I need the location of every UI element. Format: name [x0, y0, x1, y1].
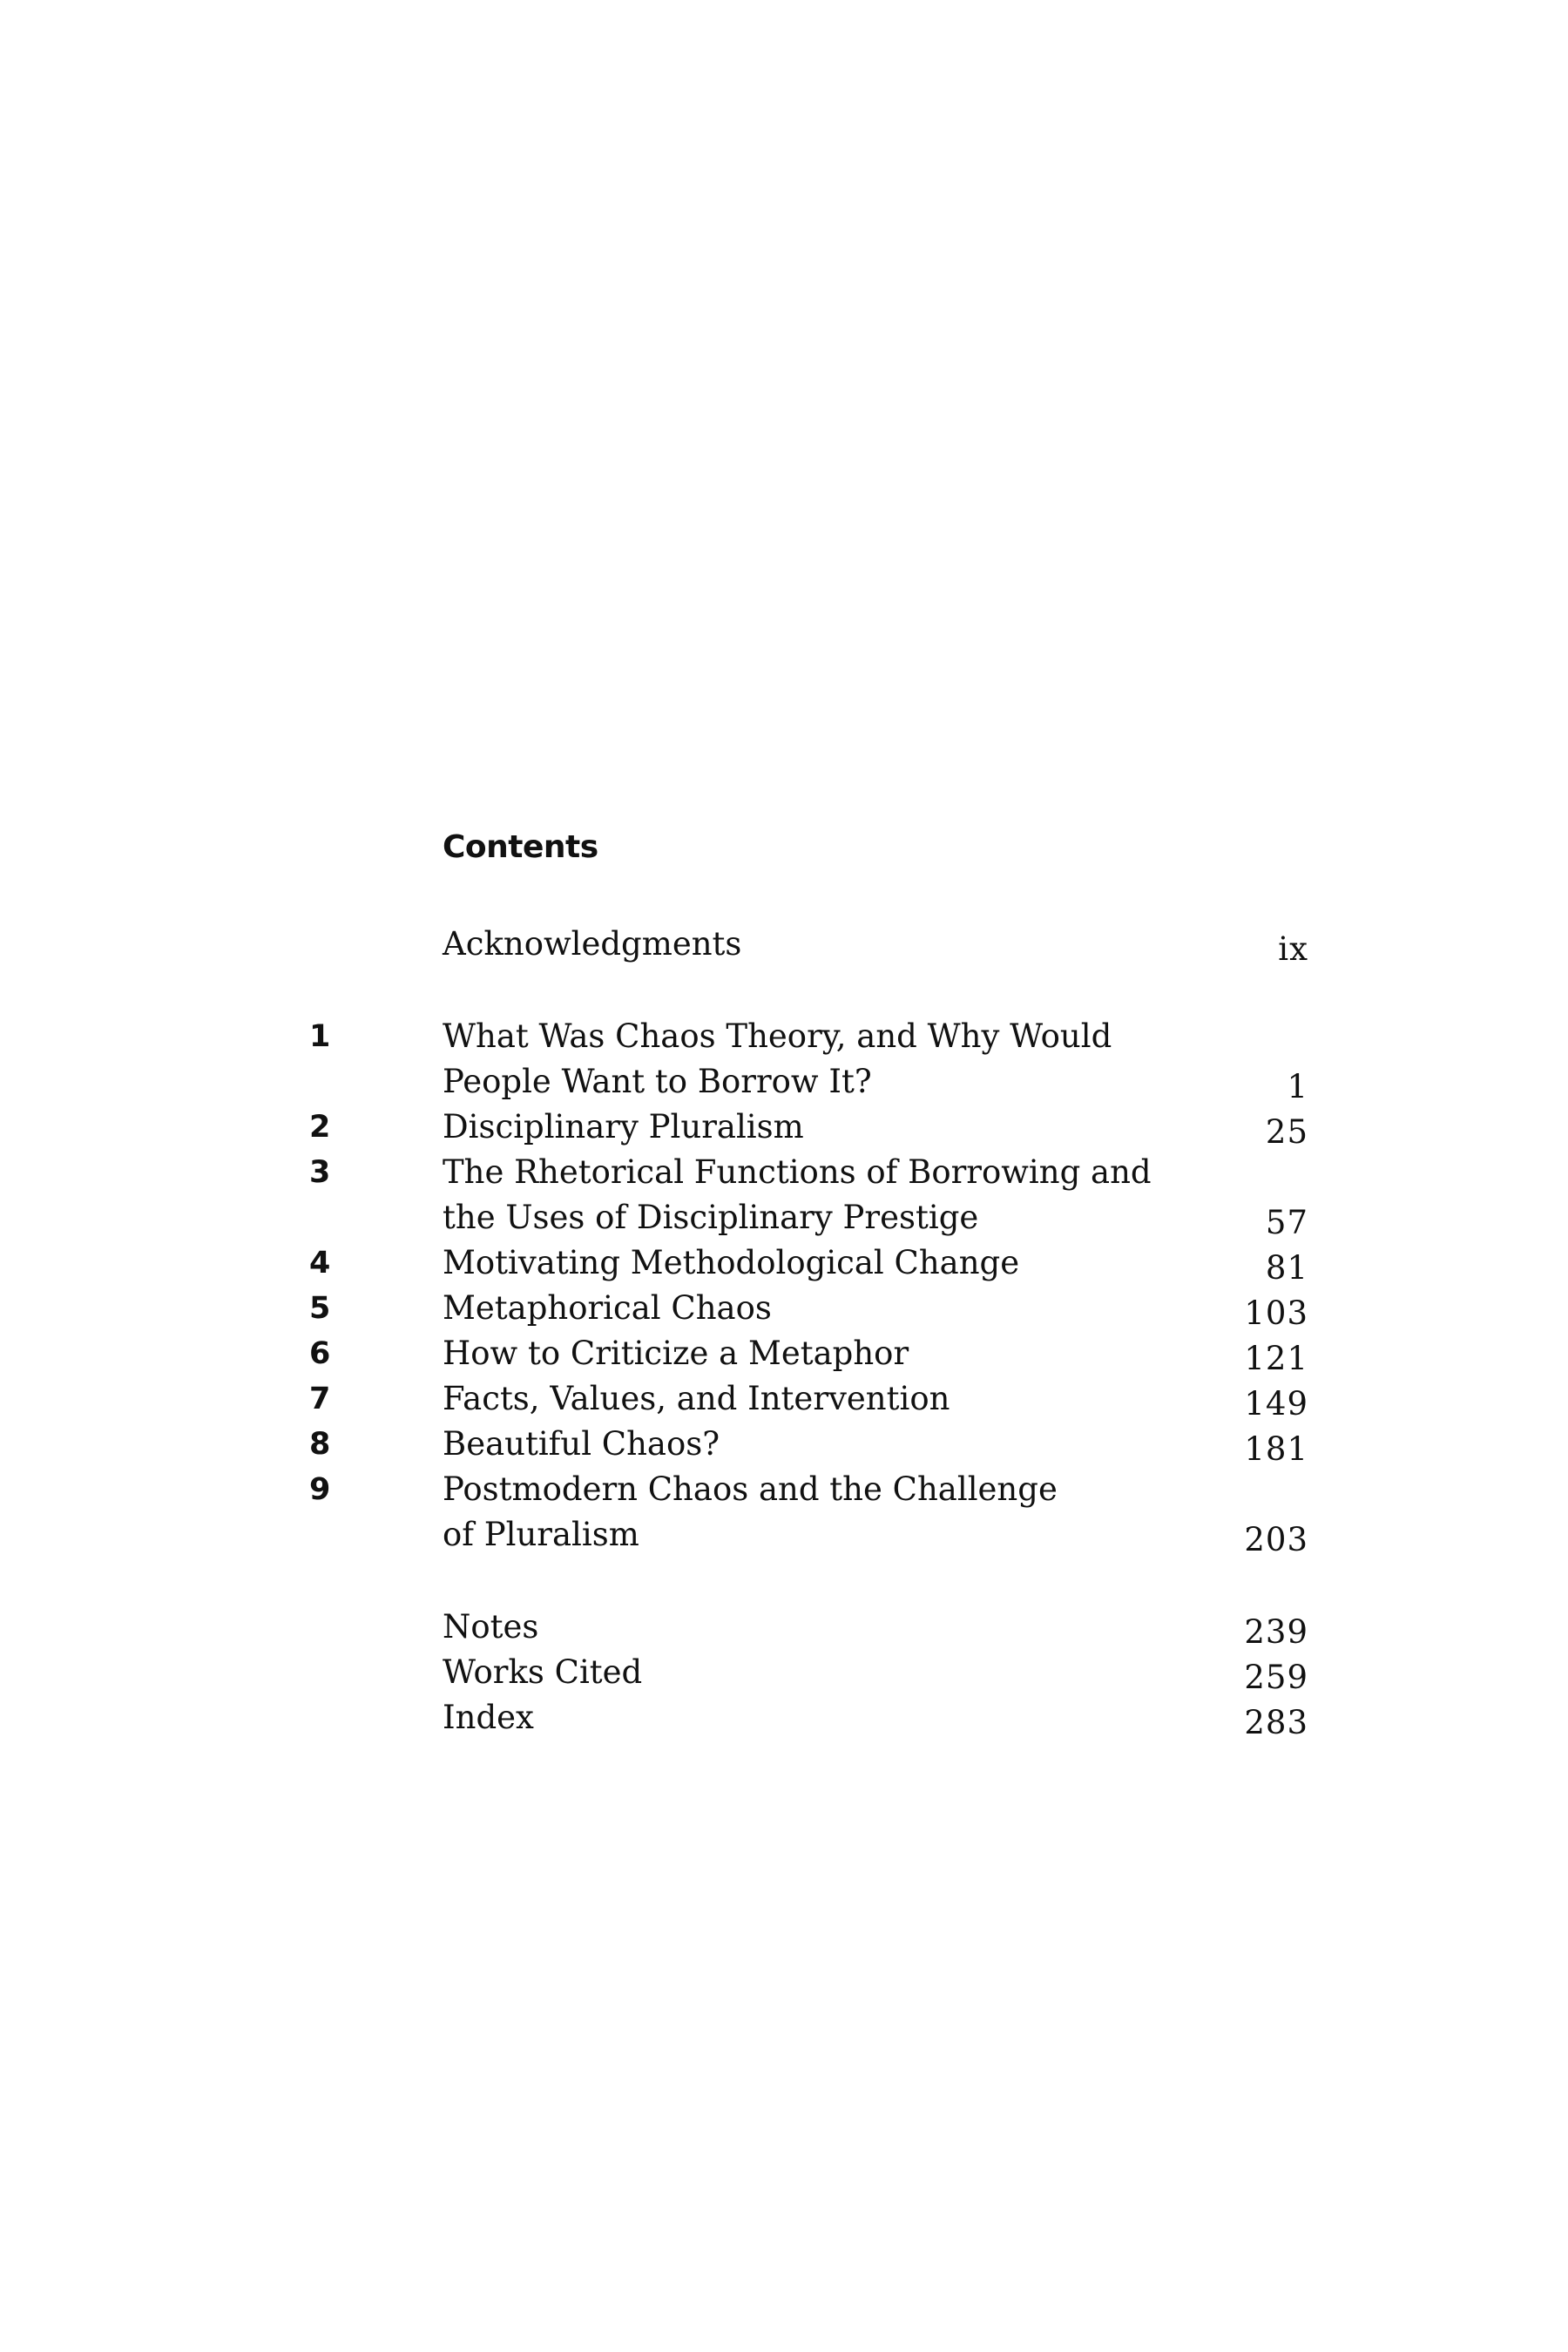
toc-chapter-6: [0, 1331, 1568, 1376]
toc-entry-page: 259: [1244, 1659, 1308, 1696]
chapter-title-line1: Facts, Values, and Intervention: [443, 1380, 950, 1417]
toc-chapter-1: [0, 1014, 1568, 1059]
chapter-page: 103: [1244, 1294, 1308, 1332]
toc-entry-title: Notes: [443, 1608, 539, 1646]
chapter-number: 2: [309, 1110, 331, 1145]
chapter-title-line1: Motivating Methodological Change: [443, 1244, 1020, 1281]
chapter-page: 181: [1244, 1430, 1308, 1468]
toc-chapter-1-cont: [0, 1059, 1568, 1105]
toc-chapter-4: [0, 1240, 1568, 1286]
toc-entry-notes: [0, 1605, 1568, 1650]
chapter-title-line1: Disciplinary Pluralism: [443, 1108, 804, 1146]
toc-entry-acknowledgments: [0, 922, 1568, 967]
chapter-title-line2: People Want to Borrow It?: [443, 1063, 872, 1100]
chapter-number: 5: [309, 1291, 331, 1326]
chapter-number: 8: [309, 1427, 331, 1462]
chapter-number: 1: [309, 1019, 331, 1054]
toc-entry-page: 239: [1244, 1613, 1308, 1651]
toc-chapter-9-cont: [0, 1512, 1568, 1558]
chapter-title-line1: Metaphorical Chaos: [443, 1289, 772, 1327]
chapter-title-line2: of Pluralism: [443, 1516, 639, 1553]
chapter-number: 7: [309, 1382, 331, 1416]
toc-entry-page: ix: [1278, 930, 1308, 968]
chapter-title-line1: Postmodern Chaos and the Challenge: [443, 1470, 1058, 1508]
chapter-number: 3: [309, 1155, 331, 1190]
chapter-page: 203: [1244, 1521, 1308, 1558]
chapter-number: 4: [309, 1246, 331, 1281]
toc-chapter-2: [0, 1105, 1568, 1150]
toc-chapter-9: [0, 1467, 1568, 1512]
chapter-page: 121: [1244, 1340, 1308, 1377]
toc-entry-title: Index: [443, 1699, 534, 1736]
toc-entry-title: Works Cited: [443, 1653, 643, 1691]
chapter-page: 57: [1265, 1204, 1308, 1241]
toc-chapter-7: [0, 1376, 1568, 1422]
chapter-title-line1: The Rhetorical Functions of Borrowing and: [443, 1153, 1152, 1191]
toc-entry-works-cited: [0, 1650, 1568, 1695]
chapter-page: 25: [1265, 1113, 1308, 1151]
chapter-title-line1: Beautiful Chaos?: [443, 1425, 720, 1463]
toc-entry-index: [0, 1695, 1568, 1740]
chapter-title-line1: What Was Chaos Theory, and Why Would: [443, 1017, 1112, 1055]
toc-chapter-5: [0, 1286, 1568, 1331]
toc-entry-title: Acknowledgments: [443, 925, 742, 963]
toc-chapter-3-cont: [0, 1195, 1568, 1240]
toc-chapter-8: [0, 1422, 1568, 1467]
chapter-title-line2: the Uses of Disciplinary Prestige: [443, 1199, 979, 1236]
chapter-page: 81: [1265, 1249, 1308, 1287]
chapter-page: 1: [1287, 1068, 1308, 1105]
chapter-number: 9: [309, 1472, 331, 1507]
page-title: Contents: [443, 829, 598, 865]
chapter-page: 149: [1244, 1385, 1308, 1423]
chapter-number: 6: [309, 1336, 331, 1371]
toc-entry-page: 283: [1244, 1704, 1308, 1741]
chapter-title-line1: How to Criticize a Metaphor: [443, 1335, 909, 1372]
toc-chapter-3: [0, 1150, 1568, 1195]
